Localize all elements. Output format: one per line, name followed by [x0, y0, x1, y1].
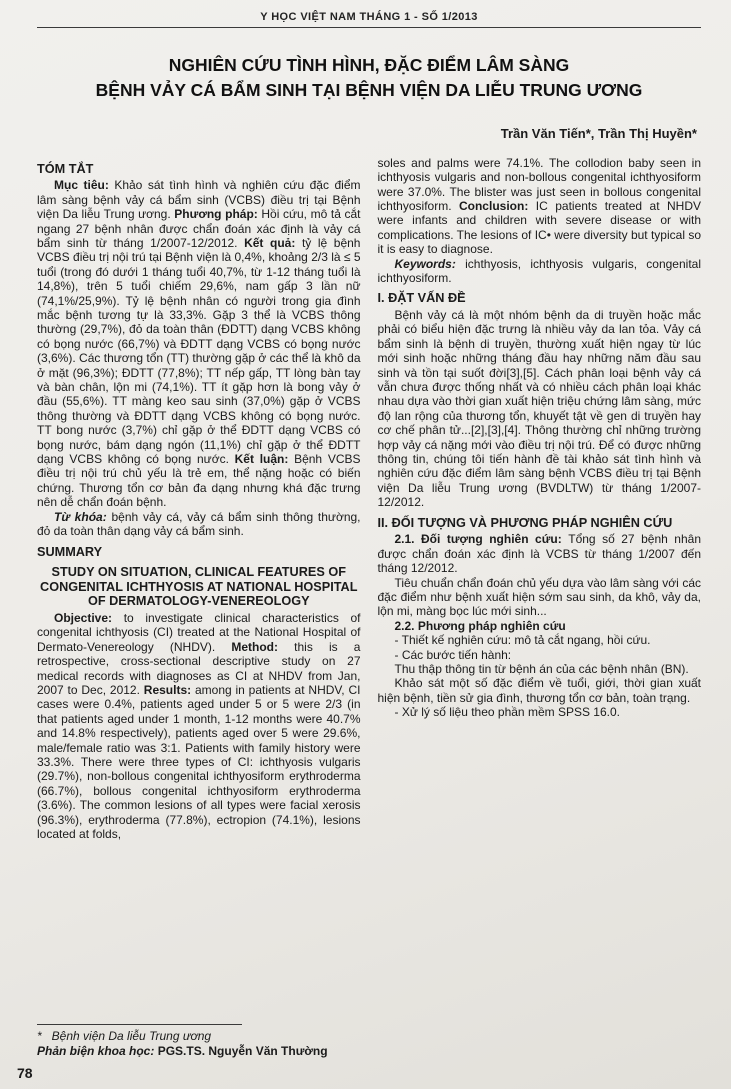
text-run: 2.2. Phương pháp nghiên cứu: [394, 618, 566, 633]
section-heading: I. ĐẶT VẤN ĐỀ: [377, 291, 466, 306]
text-run: 2.1. Đối tượng nghiên cứu:: [394, 532, 569, 547]
header-rule: [37, 27, 701, 28]
text-run: Kết quả:: [244, 235, 302, 250]
paragraph: [37, 510, 361, 539]
text-run: among in patients at NHDV, CI cases were 0.4%, patients aged under 5 or 5 were 2/3 (in that patients aged under 1 month, 1-12 months were 40.7% and 14.8% respectively), patients aged over 5 were 29.6%, male/female ratio was 3:1. Patients with family history were 33.3%. There were three types of CI: ichthyosis vulgaris (29.7%), non-bollous congenital ichthyosiform erythroderma (66.7%), bollous congenital ichthyosiform erythroderma (3.6%). The common lesions of all types were facial xerosis (96.3%), erythroderma (77.8%), ectropion (74.1%), lesions located at folds,: [37, 682, 361, 841]
section-heading: SUMMARY: [37, 544, 103, 559]
text-run: - Các bước tiến hành:: [394, 647, 512, 662]
page-number: 78: [17, 1065, 33, 1081]
paragraph: [378, 662, 702, 676]
text-run: Kết luận:: [234, 452, 295, 467]
text-run: Thu thập thông tin từ bệnh án của các bệnh nhân (BN).: [394, 661, 689, 676]
journal-header: Y HỌC VIỆT NAM THÁNG 1 - SỐ 1/2013: [260, 11, 478, 23]
page-footer: [17, 1024, 701, 1081]
paragraph: [378, 648, 702, 662]
text-run: - Xử lý số liệu theo phần mềm SPSS 16.0.: [394, 705, 620, 720]
paragraph: [378, 257, 702, 286]
text-run: - Thiết kế nghiên cứu: mô tả cắt ngang, hồi cứu.: [394, 633, 651, 648]
text-run: ichthyosis, ichthyosis vulgaris, congenital ichthyosiform.: [377, 256, 701, 285]
article-body: [37, 156, 701, 1024]
text-run: Bệnh VCBS điều trị nội trú chủ yếu là trẻ em, thể nặng hoặc có biến chứng. Thương tổn cơ bản đa dạng nhưng khá đặc trưng nên dễ chẩn đoán bệnh.: [37, 452, 361, 510]
text-run: Results:: [143, 682, 195, 697]
text-run: IC patients treated at NHDV were infants and children with severe disease or with complications. The lesions of IC• were diversity but typical so it is easy to diagnose.: [377, 198, 701, 257]
text-run: Phương pháp:: [174, 207, 262, 222]
text-run: Objective:: [54, 610, 124, 625]
text-run: Phản biện khoa học:: [37, 1044, 158, 1058]
right-column: [378, 156, 702, 1024]
text-run: Conclusion:: [458, 198, 536, 213]
article-title-line2: BỆNH VẢY CÁ BẨM SINH TẠI BỆNH VIỆN DA LIỄU TRUNG ƯƠNG: [95, 80, 643, 101]
text-run: Keywords:: [394, 256, 466, 271]
section-heading: II. ĐỐI TƯỢNG VÀ PHƯƠNG PHÁP NGHIÊN CỨU: [377, 515, 673, 530]
paragraph: [37, 611, 361, 842]
left-column: [37, 156, 361, 1024]
text-run: Mục tiêu:: [54, 178, 115, 193]
section-heading: TÓM TẮT: [37, 161, 94, 176]
text-run: bệnh vảy cá, vảy cá bẩm sinh thông thường, đỏ da toàn thân dạng vảy cá bẩm sinh.: [37, 509, 361, 539]
text-run: Khảo sát tình hình và nghiên cứu đặc điểm lâm sàng bệnh vảy cá bẩm sinh (VCBS) điều trị tại Bệnh viện Da liễu Trung ương.: [37, 178, 361, 222]
article-title-line1: NGHIÊN CỨU TÌNH HÌNH, ĐẶC ĐIỂM LÂM SÀNG: [168, 55, 570, 75]
article-title: [37, 53, 701, 104]
text-run: Từ khóa:: [54, 509, 112, 524]
paragraph: [378, 705, 702, 719]
section-heading: STUDY ON SITUATION, CLINICAL FEATURES OF CONGENITAL ICHTHYOSIS AT NATIONAL HOSPITAL OF DERMATOLOGY-VENEREOLOGY: [40, 565, 358, 609]
text-run: Bệnh vảy cá là một nhóm bệnh da di truyền hoặc mắc phải có biểu hiện đặc trưng là nhiều vảy da lan tỏa. Vảy cá bẩm sinh là bệnh di truyền, thường xuất hiện ngay từ lúc mới sinh hoặc những tháng đầu hay những năm đầu sau sinh và tồn tại suốt đời[3],[5]. Cách phân loại bệnh vảy cá vẫn chưa được thống nhất và có nhiều cách phân loại khác nhau dựa vào thời gian xuất hiện triệu chứng lâm sàng, mức độ lan rộng của thương tổn, khuyết tật về gen di truyền hay cơ chế phân tử...[2],[3],[4]. Thông thường chỉ những trường hợp vảy cá nặng mới vào điều trị nội trú. Để có được những thông tin, chúng tôi tiến hành đề tài khảo sát tình hình và nghiên cứu đặc điểm lâm sàng bệnh VCBS điều trị tại Bệnh viện Da liễu Trung ương (BVDLTW) từ tháng 1/2007-12/2012.: [377, 308, 701, 510]
text-run: Tiêu chuẩn chẩn đoán chủ yếu dựa vào lâm sàng với các đặc điểm như bệnh xuất hiện sớm sau sinh, da khô, vảy da, lộn mi, màng bọc lúc mới sinh...: [377, 575, 701, 619]
paragraph: [378, 156, 702, 257]
text-run: Tổng số 27 bệnh nhân được chẩn đoán xác định là VCBS từ tháng 1/2007 đến tháng 12/2012.: [377, 532, 701, 576]
paragraph: [37, 178, 361, 509]
text-run: Hồi cứu, mô tả cắt ngang 27 bệnh nhân được chẩn đoán xác định là vảy cá bẩm sinh từ tháng 1/2007-12/2012.: [37, 207, 361, 250]
paragraph: [378, 633, 702, 647]
authors: Trần Văn Tiến*, Trần Thị Huyền*: [500, 125, 697, 141]
paragraph: [378, 532, 702, 575]
text-run: to investigate clinical characteristics of congenital ichthyosis (CI) treated at the National Hospital of Dermato-Venereology (NHDV).: [37, 610, 361, 654]
paragraph: [378, 308, 702, 510]
paragraph: [378, 619, 702, 633]
paragraph: [378, 676, 702, 705]
text-run: Bệnh viện Da liễu Trung ương: [51, 1029, 212, 1043]
text-run: PGS.TS. Nguyễn Văn Thường: [157, 1044, 328, 1058]
text-run: Khảo sát một số đặc điểm về tuổi, giới, thời gian xuất hiện bệnh, tiền sử gia đình, thương tổn cơ bản, toàn trạng.: [377, 676, 701, 705]
text-run: this is a retrospective, cross-sectional descriptive study on 27 medical records with diagnoses as CI at NHDV from Jan, 2007 to Dec, 2012.: [37, 639, 361, 697]
scientific-review-note: [37, 1044, 701, 1059]
paragraph: [378, 576, 702, 619]
affiliation-note: [37, 1029, 701, 1044]
text-run: *: [37, 1029, 52, 1043]
footnote-rule: [37, 1024, 242, 1025]
text-run: tỷ lệ bệnh VCBS điều trị nội trú tại Bệnh viện là 0,4%, khoảng 2/3 là ≤ 5 tuổi (trong đó dưới 1 tháng tuổi 40,7%, từ 1-12 tháng tuổi là 14,8%), trên 5 tuổi chiếm 29,6%, nam gấp 3 lần nữ (74,1%/25,9%). Tỷ lệ bệnh nhân có người trong gia đình mắc bệnh tương tự là 33,3%. Gặp 3 thể là VCBS thông thường (29,7%), đỏ da toàn thân (ĐDTT) dạng VCBS không có bọng nước (66,7%) và ĐDTT dạng VCBS có bọng nước (3,6%). Các thương tổn (TT) thường gặp ở các thể là khô da ở mặt (96,3%); ĐDTT (77,8%); TT nếp gấp, TT lòng bàn tay và bàn chân, lộn mi (74,1%). TT ít gặp hơn là bong vảy ở đầu (55,6%). TT màng keo sau sinh (37,0%) gặp ở VCBS thông thường và ĐDTT dạng VCBS không có bọng nước. TT bong nước (3,7%) chỉ gặp ở thể ĐDTT dạng VCBS có bọng nước, bám dạng ngón (11,1%) chỉ gặp ở thể ĐDTT dạng VCBS không có bọng nước.: [37, 235, 361, 467]
text-run: Method:: [231, 639, 295, 654]
text-run: soles and palms were 74.1%. The collodion baby seen in ichthyosis vulgaris and non-bollous congenital ichthyosiform were 37.0%. The blister was just seen in bollous congenital ichthyosiform.: [377, 155, 701, 213]
